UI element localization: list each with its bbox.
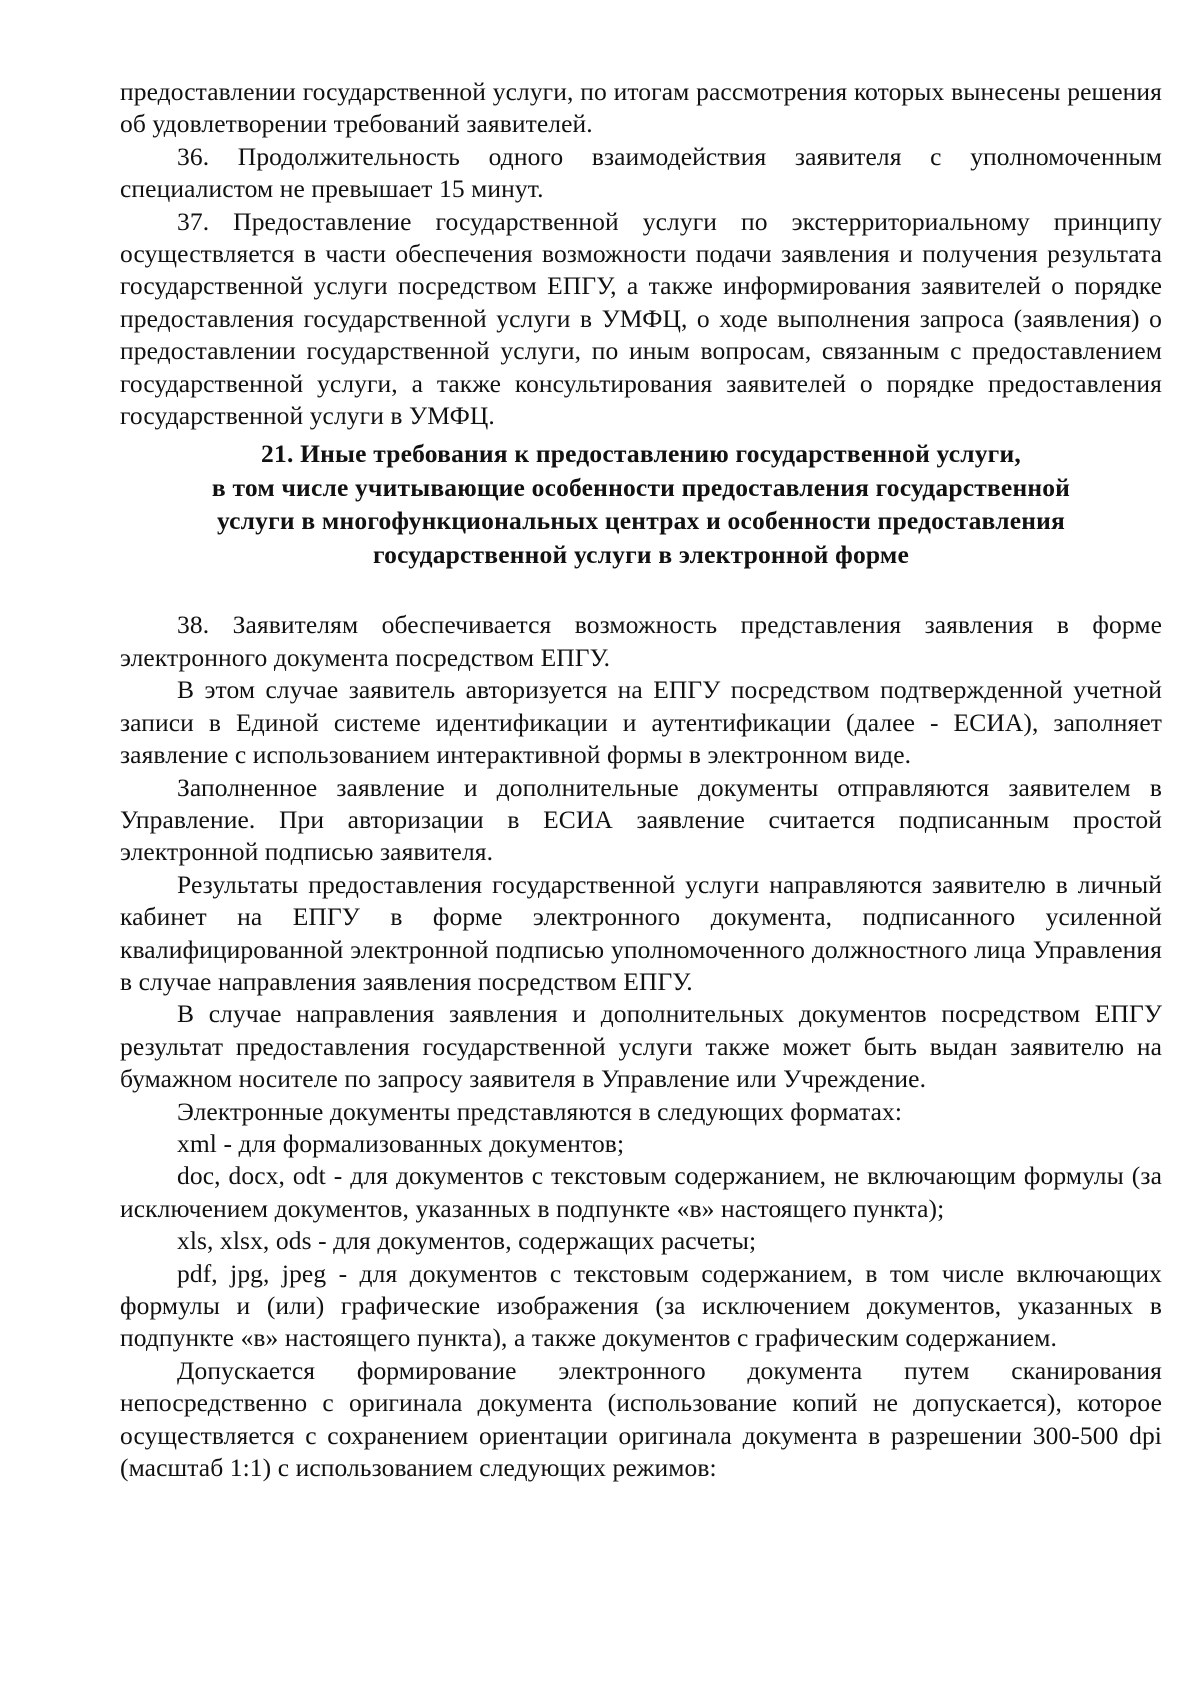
paragraph-37: 37. Предоставление государственной услуги по экстерриториальному принципу осуществляется в части обеспечения возможности подачи заявления и получения результата государственной услуги посредством ЕПГУ, а также информирования заявителей о порядке предоставления государственной услуги в УМФЦ, о ходе выполнения запроса (заявления) о предоставлении государственной услуги, по иным вопросам, связанным с предоставлением государственной услуги, а также консультирования заявителей о порядке предоставления государственной услуги в УМФЦ. xyxy=(120,206,1162,431)
section-heading-21 xyxy=(120,437,1162,571)
paragraph-format-pdf: pdf, jpg, jpeg - для документов с текстовым содержанием, в том числе включающих формулы и (или) графические изображения (за исключением документов, указанных в подпункте «в» настоящего пункта), а также документов с графическим содержанием. xyxy=(120,1258,1162,1353)
paragraph-format-doc: doc, docx, odt - для документов с текстовым содержанием, не включающим формулы (за исключением документов, указанных в подпункте «в» настоящего пункта); xyxy=(120,1161,1162,1223)
paragraph-scanning: Допускается формирование электронного документа путем сканирования непосредственно с оригинала документа (использование копий не допускается), которое осуществляется с сохранением ориентации оригинала документа в разрешении 300-500 dpi (масштаб 1:1) с использованием следующих режимов: xyxy=(120,1355,1162,1483)
paragraph-36: 36. Продолжительность одного взаимодействия заявителя с уполномоченным специалистом не превышает 15 минут. xyxy=(120,141,1162,204)
heading-spacer xyxy=(120,571,1162,609)
heading-line: услуги в многофункциональных центрах и особенности предоставления xyxy=(216,506,1065,536)
heading-line: 21. Иные требования к предоставлению государственной услуги, xyxy=(261,439,1021,469)
paragraph-results: Результаты предоставления государственной услуги направляются заявителю в личный кабинет на ЕПГУ в форме электронного документа, подписанного усиленной квалифицированной электронной подписью уполномоченного должностного лица Управления в случае направления заявления посредством ЕПГУ. xyxy=(120,869,1162,996)
paragraph-format-xml: xml - для формализованных документов; xyxy=(177,1128,625,1158)
paragraph-format-xls: xls, xlsx, ods - для документов, содержащих расчеты; xyxy=(177,1226,757,1256)
paragraph-continuation: предоставлении государственной услуги, по итогам рассмотрения которых вынесены решения об удовлетворении требований заявителей. xyxy=(120,77,1162,139)
heading-line: государственной услуги в электронной форме xyxy=(372,539,910,569)
paragraph-filled-application: Заполненное заявление и дополнительные документы отправляются заявителем в Управление. При авторизации в ЕСИА заявление считается подписанным простой электронной подписью заявителя. xyxy=(120,772,1162,867)
document-body xyxy=(120,76,1162,1484)
paragraph-esia: В этом случае заявитель авторизуется на ЕПГУ посредством подтвержденной учетной записи в Единой системе идентификации и аутентификации (далее - ЕСИА), заполняет заявление с использованием интерактивной формы в электронном виде. xyxy=(120,675,1162,770)
paragraph-38: 38. Заявителям обеспечивается возможность представления заявления в форме электронного документа посредством ЕПГУ. xyxy=(120,610,1162,672)
paragraph-paper-copy: В случае направления заявления и дополнительных документов посредством ЕПГУ результат предоставления государственной услуги также может быть выдан заявителю на бумажном носителе по запросу заявителя в Управление или Учреждение. xyxy=(120,999,1162,1094)
heading-line: в том числе учитывающие особенности предоставления государственной xyxy=(211,472,1071,502)
paragraph-formats-intro: Электронные документы представляются в следующих форматах: xyxy=(177,1096,903,1126)
